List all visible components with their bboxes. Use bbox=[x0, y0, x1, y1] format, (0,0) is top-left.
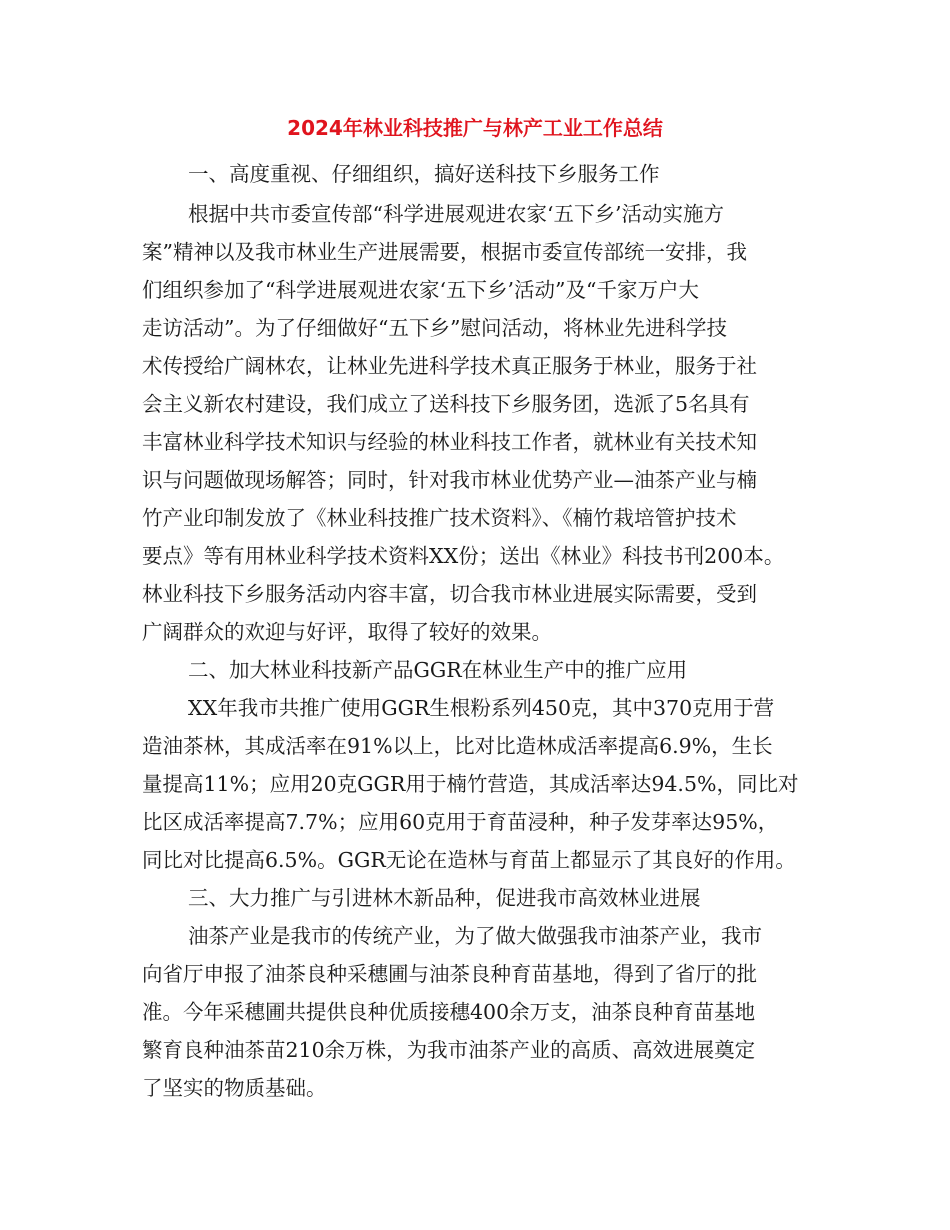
paragraph-line: 走访活动”。为了仔细做好“五下乡”慰问活动，将林业先进科学技 bbox=[142, 316, 727, 340]
section-heading-2: 二、加大林业科技新产品GGR在林业生产中的推广应用 bbox=[188, 658, 688, 682]
section-heading-1: 一、高度重视、仔细组织，搞好送科技下乡服务工作 bbox=[188, 162, 660, 186]
paragraph-line: 案”精神以及我市林业生产进展需要，根据市委宣传部统一安排，我 bbox=[142, 240, 747, 264]
paragraph-line: 术传授给广阔林农，让林业先进科学技术真正服务于林业，服务于社 bbox=[142, 354, 757, 378]
paragraph-line: 广阔群众的欢迎与好评，取得了较好的效果。 bbox=[142, 620, 552, 644]
paragraph-line: 竹产业印制发放了《林业科技推广技术资料》、《楠竹栽培管护技术 bbox=[142, 506, 737, 530]
paragraph-line: 要点》等有用林业科学技术资料XX份；送出《林业》科技书刊200本。 bbox=[142, 544, 785, 568]
paragraph-line: 比区成活率提高7.7%；应用60克用于育苗浸种，种子发芽率达95%， bbox=[142, 810, 779, 834]
paragraph-line: 向省厅申报了油茶良种采穗圃与油茶良种育苗基地，得到了省厅的批 bbox=[142, 962, 757, 986]
section-heading-3: 三、大力推广与引进林木新品种，促进我市高效林业进展 bbox=[188, 886, 701, 910]
paragraph-line: XX年我市共推广使用GGR生根粉系列450克，其中370克用于营 bbox=[188, 696, 775, 720]
paragraph-line: 造油茶林，其成活率在91%以上，比对比造林成活率提高6.9%，生长 bbox=[142, 734, 773, 758]
paragraph-line: 林业科技下乡服务活动内容丰富，切合我市林业进展实际需要，受到 bbox=[142, 582, 757, 606]
paragraph-line: 识与问题做现场解答；同时，针对我市林业优势产业—油茶产业与楠 bbox=[142, 468, 757, 492]
paragraph-line: 量提高11%；应用20克GGR用于楠竹营造，其成活率达94.5%，同比对 bbox=[142, 772, 799, 796]
paragraph-line: 繁育良种油茶苗210余万株，为我市油茶产业的高质、高效进展奠定 bbox=[142, 1038, 756, 1062]
paragraph-line: 们组织参加了“科学进展观进农家‘五下乡’活动”及“千家万户大 bbox=[142, 278, 699, 302]
paragraph-line: 同比对比提高6.5%。GGR无论在造林与育苗上都显示了其良好的作用。 bbox=[142, 848, 796, 872]
paragraph-line: 准。今年采穗圃共提供良种优质接穗400余万支，油茶良种育苗基地 bbox=[142, 1000, 756, 1024]
paragraph-line: 油茶产业是我市的传统产业，为了做大做强我市油茶产业，我市 bbox=[188, 924, 762, 948]
paragraph-line: 丰富林业科学技术知识与经验的林业科技工作者，就林业有关技术知 bbox=[142, 430, 757, 454]
paragraph-line: 根据中共市委宣传部“科学进展观进农家‘五下乡’活动实施方 bbox=[188, 202, 725, 226]
paragraph-line: 会主义新农村建设，我们成立了送科技下乡服务团，选派了5名具有 bbox=[142, 392, 750, 416]
paragraph-line: 了坚实的物质基础。 bbox=[142, 1076, 327, 1100]
document-title: 2024年林业科技推广与林产工业工作总结 bbox=[287, 116, 663, 140]
